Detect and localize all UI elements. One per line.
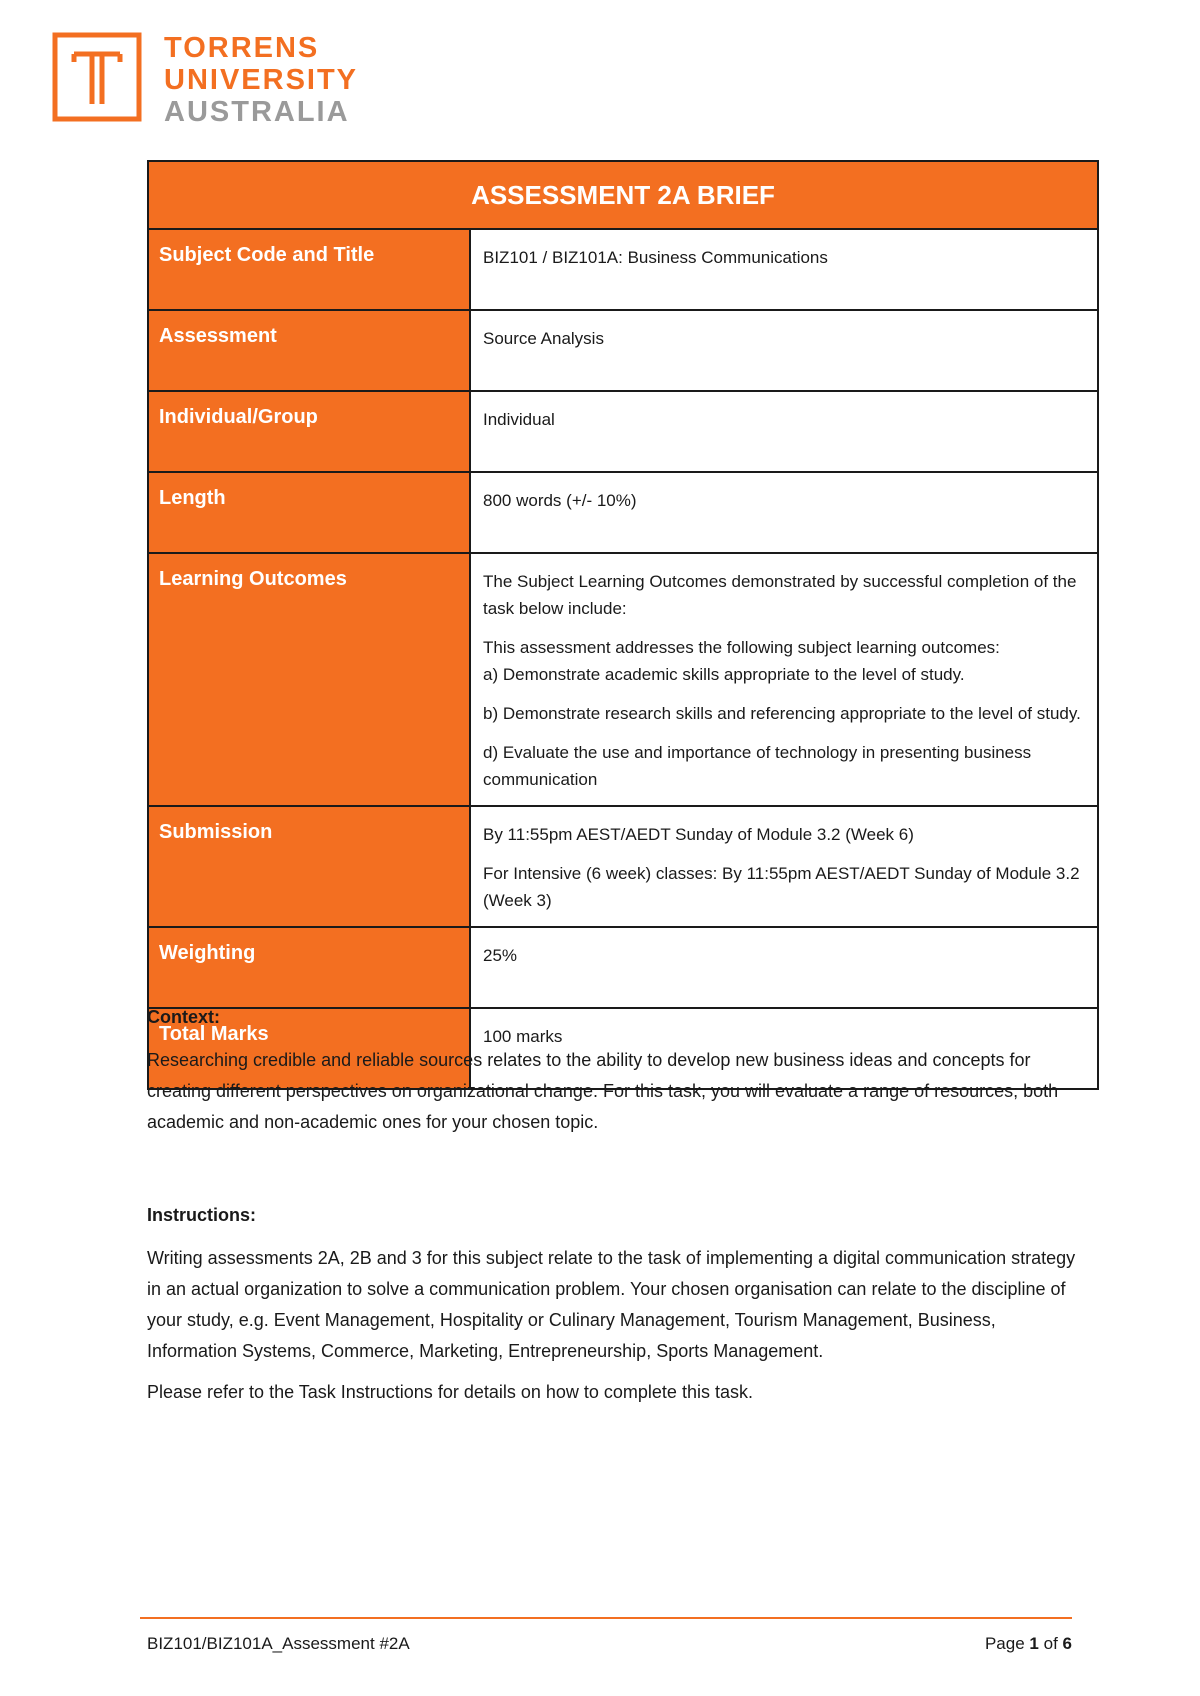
table-row: [148, 553, 1098, 806]
brief-title: ASSESSMENT 2A BRIEF: [148, 161, 1098, 229]
table-row: [148, 927, 1098, 1008]
footer-page-number: [985, 1634, 1072, 1654]
row-value-outcomes: [470, 553, 1098, 806]
outcomes-intro: The Subject Learning Outcomes demonstrated by successful completion of the task below include:: [483, 572, 1077, 618]
context-heading: Context:: [147, 1007, 220, 1027]
row-label-marks: Total Marks: [148, 1008, 470, 1089]
page-total: 6: [1062, 1634, 1072, 1653]
of-word: of: [1043, 1634, 1058, 1653]
instructions-heading: Instructions:: [147, 1205, 257, 1225]
outcome-d: d) Evaluate the use and importance of technology in presenting business communication: [483, 743, 1032, 789]
row-value-weighting: 25%: [470, 927, 1098, 1008]
context-body: Researching credible and reliable sources relates to the ability to develop new business ideas and concepts for creating different perspectives on organizational change. For this task, you will evaluate a range of resources, both academic and non-academic ones for your chosen topic.: [147, 1050, 1059, 1132]
outcome-a: a) Demonstrate academic skills appropriate to the level of study.: [483, 665, 965, 684]
logo-line-torrens: TORRENS: [164, 32, 320, 64]
context-section: [147, 1002, 1077, 1148]
outcomes-lead: This assessment addresses the following subject learning outcomes:: [483, 638, 1000, 657]
footer-document-id: BIZ101/BIZ101A_Assessment #2A: [147, 1634, 410, 1653]
table-row: [148, 391, 1098, 472]
row-label-individual: Individual/Group: [148, 391, 470, 472]
page-current: 1: [1029, 1634, 1039, 1653]
instructions-section: [147, 1200, 1077, 1418]
instructions-refer: Please refer to the Task Instructions for details on how to complete this task.: [147, 1382, 753, 1402]
assessment-brief-table: [147, 160, 1099, 1090]
row-label-subject: Subject Code and Title: [148, 229, 470, 310]
submission-standard: By 11:55pm AEST/AEDT Sunday of Module 3.2 (Week 6): [483, 825, 914, 844]
instructions-body: Writing assessments 2A, 2B and 3 for this subject relate to the task of implementing a digital communication strategy in an actual organization to solve a communication problem. Your chosen organisation can relate to the discipline of your study, e.g. Event Management, Hospitality or Culinary Management, Tourism Management, Business, Information Systems, Commerce, Marketing, Entrepreneurship, Sports Management.: [147, 1248, 1076, 1361]
row-value-subject: BIZ101 / BIZ101A: Business Communications: [470, 229, 1098, 310]
table-row: [148, 229, 1098, 310]
footer-divider: [140, 1617, 1072, 1619]
logo-line-university: UNIVERSITY: [164, 64, 359, 96]
row-value-assessment: Source Analysis: [470, 310, 1098, 391]
row-value-length: 800 words (+/- 10%): [470, 472, 1098, 553]
page-word: Page: [984, 1634, 1025, 1653]
table-row: [148, 310, 1098, 391]
table-row: [148, 806, 1098, 927]
university-logo: [52, 32, 358, 128]
row-label-assessment: Assessment: [148, 310, 470, 391]
torrens-t-logo-icon: [52, 32, 142, 122]
outcomes-list-a: [483, 634, 1087, 688]
row-value-marks: 100 marks: [470, 1008, 1098, 1089]
row-label-weighting: Weighting: [148, 927, 470, 1008]
row-label-submission: Submission: [148, 806, 470, 927]
row-label-length: Length: [148, 472, 470, 553]
outcome-b: b) Demonstrate research skills and referencing appropriate to the level of study.: [483, 704, 1081, 723]
row-value-submission: [470, 806, 1098, 927]
submission-intensive: For Intensive (6 week) classes: By 11:55pm AEST/AEDT Sunday of Module 3.2 (Week 3): [483, 864, 1080, 910]
logo-wordmark: [164, 32, 358, 128]
row-value-individual: Individual: [470, 391, 1098, 472]
row-label-outcomes: Learning Outcomes: [148, 553, 470, 806]
table-row: [148, 472, 1098, 553]
logo-line-australia: AUSTRALIA: [164, 96, 350, 128]
